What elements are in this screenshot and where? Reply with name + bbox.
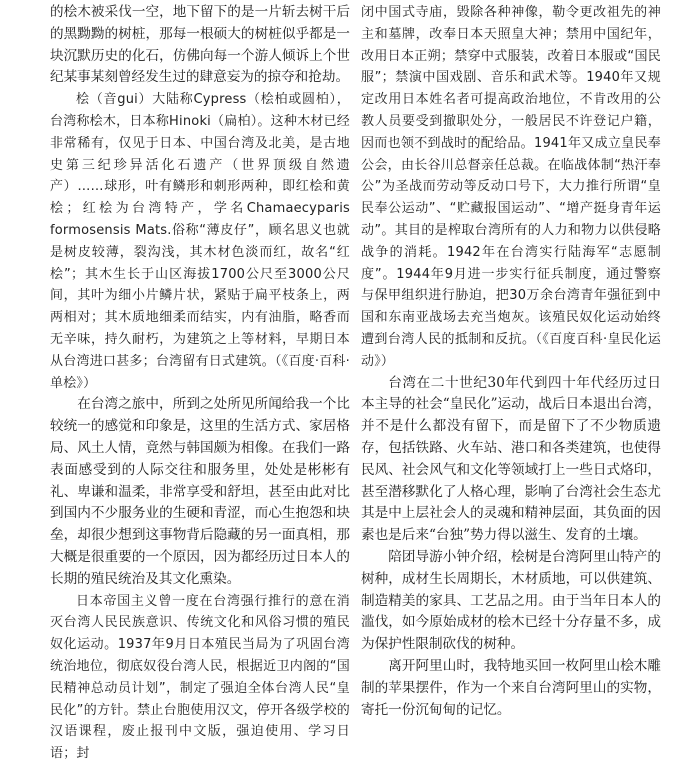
note-kominka: 日本帝国主义曾一度在台湾强行推行的意在消灭台湾人民民族意识、传统文化和风俗习惯的殖民奴化运动。1937年9月日本殖民当局为了巩固台湾统治地位，彻底奴役台湾人民，根据近卫内阁的“国民精神总动员计划”，制定了强迫全体台湾人民“皇民化”的方针。禁止台胞使用汉文，停开各级学校的汉语课程，废止报刊中文版，强迫使用、学习日语；封 (50, 593, 350, 762)
right-column (361, 2, 661, 721)
note-cypress: 桧（音gui）大陆称Cypress（桧柏或圆柏），台湾称桧木，日本称Hinoki（扁柏）。这种木材已经非常稀有，仅见于日本、中国台湾及北美，是古地史第三纪珍异活化石遗产（世界顶级自然遗产）……球形，叶有鳞形和刺形两种，即红桧和黄桧；红桧为台湾特产，学名Chamaecyparis formosensis Mats.俗称“薄皮仔”，顾名思义也就是树皮较薄，裂沟浅，其木材色淡而红，故名“红桧”；其木生长于山区海拔1700公尺至3000公尺间，其叶为细小片鳞片状，紧贴于扁平枝条上，两两相对；其木质地细柔而结实，内有油脂，略香而无辛味，持久耐朽，为建筑之上等材料，早期日本从台湾进口甚多；台湾留有日式建筑。（《百度·百科·单桧》） (50, 92, 350, 391)
note-kominka-continued: 闭中国式寺庙，毁除各种神像，勒令更改祖先的神主和墓牌，改奉日本天照皇大神；禁用中国纪年，改用日本正朔；禁穿中式服装，改着日本服或“国民服”；禁演中国戏剧、音乐和武术等。1940年又规定改用日本姓名者可提高政治地位，不肯改用的公教人员要受到撤职处分，一般居民不许登记户籍，因而也领不到战时的配给品。1941年又成立皇民奉公会，由长谷川总督亲任总裁。在临战体制“热汗奉公”为圣战而劳动等反动口号下，大力推行所谓“皇民奉公运动”、“贮藏报国运动”、“增产挺身青年运动”。其目的是榨取台湾所有的人力和物力以供侵略战争的消耗。1942年在台湾实行陆海军“志愿制度”。1944年9月进一步实行征兵制度，通过警察与保甲组织进行胁迫，把30万余台湾青年强征到中国和东南亚战场去充当炮灰。该殖民奴化运动始终遭到台湾人民的抵制和反抗。（《百度百科·皇民化运动》） (361, 5, 661, 369)
left-column (50, 2, 350, 765)
paragraph-guide-intro: 陪团导游小钟介绍，桧树是台湾阿里山特产的树种，成材生长周期长，木材质地，可以供建筑、制造精美的家具、工艺品之用。由于当年日本人的滥伐，如今原始成材的桧木已经十分存量不多，成为保护性限制砍伐的树种。 (361, 548, 661, 653)
paragraph-japanese-legacy: 台湾在二十世纪30年代到四十年代经历过日本主导的社会“皇民化”运动，战后日本退出台湾，并不是什么都没有留下，而是留下了不少物质遗存，包括铁路、火车站、港口和各类建筑，也使得民风、社会风气和文化等领域打上一些日式烙印，甚至潜移默化了人格心理，影响了台湾社会生态尤其是中上层社会人的灵魂和精神层面，其负面的因素也是后来“台独”势力得以滋生、发育的土壤。 (361, 374, 661, 544)
paragraph-deforestation: 的桧木被采伐一空，地下留下的是一片斩去树干后的黑黝黝的树桩，那每一根硕大的树桩似乎都是一块沉默历史的化石，仿佛向每一个游人倾诉上个世纪某事某刻曾经发生过的肆意妄为的掠夺和抢劫。 (50, 4, 350, 86)
paragraph-souvenir: 离开阿里山时，我特地买回一枚阿里山桧木雕制的苹果摆件，作为一个来自台湾阿里山的实物，寄托一份沉甸甸的记忆。 (361, 657, 661, 718)
paragraph-taiwan-impression: 在台湾之旅中，所到之处所见所闻给我一个比较统一的感觉和印象是，这里的生活方式、家居格局、风土人情，竟然与韩国颇为相像。在我们一路表面感受到的人际交往和服务里，处处是彬彬有礼、卑谦和温柔，非常享受和舒坦，甚至由此对比到国内不少服务业的生硬和青涩，而心生抱怨和块垒，却很少想到这事物背后隐藏的另一面真相，那大概是很重要的一个原因，因为都经历过日本人的长期的殖民统治及其文化熏染。 (50, 396, 350, 587)
